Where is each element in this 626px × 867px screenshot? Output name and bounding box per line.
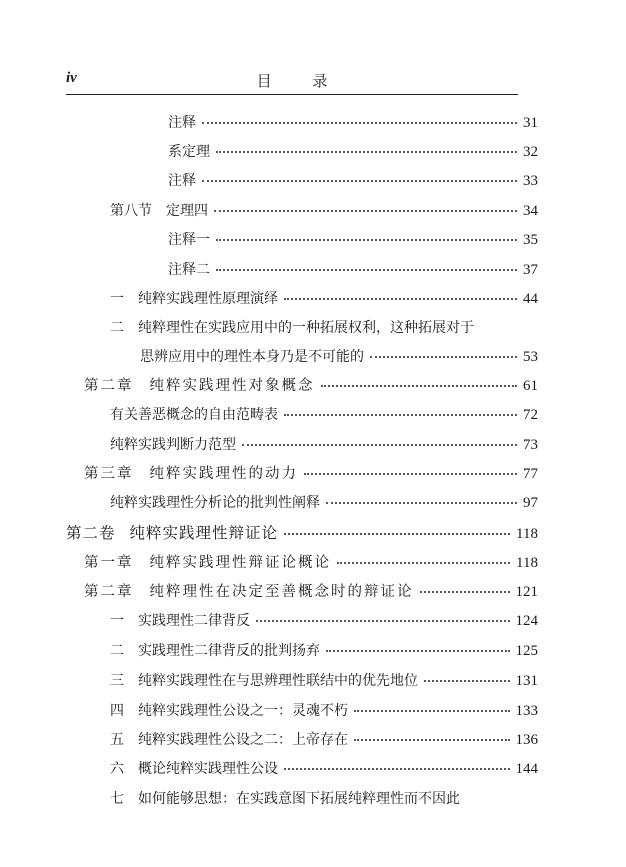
toc-entry — [168, 231, 538, 249]
toc-entry-title: 纯粹实践判断力范型 — [110, 437, 236, 453]
toc-entry-page: 131 — [515, 673, 538, 689]
dot-leader — [256, 610, 510, 622]
toc-entry-label — [84, 583, 414, 601]
toc-entry-page: 35 — [523, 232, 538, 248]
toc-entry-page: 72 — [523, 407, 538, 423]
toc-entry — [110, 319, 474, 337]
dot-leader — [216, 229, 517, 241]
toc-entry-number: 三 — [110, 673, 124, 689]
toc-entry-number: 第一章 — [84, 555, 134, 571]
toc-entry-page: 53 — [523, 349, 538, 365]
toc-entry — [110, 202, 538, 220]
toc-entry-title: 如何能够思想：在实践意图下拓展纯粹理性而不因此 — [138, 791, 460, 807]
toc-entry-label — [110, 436, 236, 454]
toc-entry-title: 纯粹实践理性原理演绎 — [138, 291, 278, 307]
toc-entry-page: 124 — [515, 613, 538, 629]
toc-entry — [168, 143, 538, 161]
toc-entry-number: 六 — [110, 761, 124, 777]
toc-entry-page: 32 — [523, 144, 538, 160]
dot-leader — [321, 375, 518, 387]
toc-entry-label — [110, 612, 250, 630]
toc-entry-label — [110, 202, 208, 220]
toc-entry — [110, 760, 538, 778]
toc-entry-title: 纯粹实践理性分析论的批判性阐释 — [110, 495, 320, 511]
dot-leader — [370, 346, 517, 358]
toc-entry — [110, 672, 538, 690]
toc-entry-label — [168, 114, 196, 132]
toc-entry — [84, 583, 538, 601]
toc-entry-label — [110, 760, 278, 778]
toc-entry-title: 定理四 — [166, 203, 208, 219]
toc-entry-title: 系定理 — [168, 144, 210, 160]
toc-entry-label — [110, 642, 320, 660]
toc-entry-number: 一 — [110, 291, 124, 307]
toc-entry-label — [84, 554, 331, 572]
toc-entry — [110, 290, 538, 308]
toc-entry — [110, 612, 538, 630]
dot-leader — [284, 758, 510, 770]
toc-entry-page: 136 — [515, 732, 538, 748]
dot-leader — [326, 492, 517, 504]
toc-entry-title: 纯粹实践理性辩证论 — [129, 524, 279, 542]
toc-entry — [110, 436, 538, 454]
toc-entry-title: 有关善恶概念的自由范畴表 — [110, 407, 278, 423]
toc-entry — [84, 377, 538, 395]
page-number: iv — [66, 70, 77, 86]
toc-entry-number: 第二章 — [84, 378, 134, 394]
toc-entry-number: 二 — [110, 320, 124, 336]
toc-entry — [168, 261, 538, 279]
toc-entry-label — [84, 465, 298, 483]
toc-entry-title: 注释一 — [168, 232, 210, 248]
toc-entry-title: 实践理性二律背反的批判扬弃 — [138, 643, 320, 659]
toc-entry-label — [110, 494, 320, 512]
toc-entry-label — [168, 143, 210, 161]
toc-entry-label — [84, 377, 315, 395]
toc-entry-title: 纯粹实践理性的动力 — [149, 466, 298, 482]
dot-leader — [284, 288, 517, 300]
toc-entry-page: 33 — [523, 173, 538, 189]
toc-entry-label — [110, 672, 418, 690]
toc-entry-page: 31 — [523, 115, 538, 131]
running-title: 目 录 — [256, 72, 346, 90]
toc-entry-title: 纯粹实践理性对象概念 — [149, 378, 315, 394]
toc-entry-number: 第二章 — [84, 584, 134, 600]
toc-entry-page: 73 — [523, 437, 538, 453]
toc-entry-title: 纯粹实践理性公设之二：上帝存在 — [138, 732, 348, 748]
dot-leader — [424, 670, 510, 682]
toc-entry-page: 125 — [515, 643, 538, 659]
toc-entry-page: 34 — [523, 203, 538, 219]
toc-entry-label — [110, 790, 460, 808]
dot-leader — [242, 434, 517, 446]
toc-entry-label — [110, 731, 348, 749]
toc-entry-title: 纯粹实践理性辩证论概论 — [149, 555, 331, 571]
toc-entry-page: 37 — [523, 262, 538, 278]
toc-entry-title: 纯粹实践理性公设之一：灵魂不朽 — [138, 703, 348, 719]
toc-entry-title: 纯粹实践理性在与思辨理性联结中的优先地位 — [138, 673, 418, 689]
toc-entry-page: 133 — [515, 703, 538, 719]
toc-entry-number: 第二卷 — [66, 524, 116, 542]
toc-entry-label — [110, 319, 474, 337]
toc-entry-page: 61 — [523, 378, 538, 394]
toc-entry-number: 五 — [110, 732, 124, 748]
dot-leader — [420, 581, 510, 593]
toc-entry-number: 第三章 — [84, 466, 134, 482]
toc-entry-title: 思辨应用中的理性本身乃是不可能的 — [140, 349, 364, 365]
dot-leader — [337, 552, 510, 564]
toc-entry-label — [168, 172, 196, 190]
toc-entry-label — [110, 702, 348, 720]
toc-entry-title: 纯粹理性在实践应用中的一种拓展权利，这种拓展对于 — [138, 320, 474, 336]
toc-entry-number: 七 — [110, 791, 124, 807]
toc-entry — [110, 790, 460, 808]
toc-entry — [140, 348, 538, 366]
dot-leader — [214, 200, 517, 212]
toc-entry-title: 注释 — [168, 173, 196, 189]
dot-leader — [216, 141, 517, 153]
toc-entry — [110, 731, 538, 749]
toc-entry — [110, 702, 538, 720]
toc-entry-page: 118 — [516, 526, 538, 542]
toc-entry-page: 97 — [523, 495, 538, 511]
dot-leader — [202, 112, 517, 124]
toc-entry-label — [140, 348, 364, 366]
toc-entry — [110, 406, 538, 424]
toc-entry — [66, 524, 538, 543]
dot-leader — [284, 404, 517, 416]
toc-entry-page: 121 — [515, 584, 538, 600]
toc-entry-number: 一 — [110, 613, 124, 629]
toc-entry-page: 118 — [516, 555, 538, 571]
dot-leader — [354, 729, 510, 741]
toc-entry-title: 注释二 — [168, 262, 210, 278]
toc-entry-page: 44 — [523, 291, 538, 307]
toc-entry-page: 77 — [523, 466, 538, 482]
dot-leader — [326, 640, 510, 652]
toc-entry-label — [168, 231, 210, 249]
toc-entry-number: 四 — [110, 703, 124, 719]
toc-entry — [110, 642, 538, 660]
toc-entry — [110, 494, 538, 512]
toc-entry-title: 实践理性二律背反 — [138, 613, 250, 629]
toc-entry-number: 二 — [110, 643, 124, 659]
dot-leader — [304, 463, 517, 475]
dot-leader — [284, 523, 510, 535]
toc-entry — [168, 172, 538, 190]
toc-entry-label — [66, 524, 278, 542]
toc-entry-label — [110, 406, 278, 424]
toc-entry-title: 概论纯粹实践理性公设 — [138, 761, 278, 777]
toc-entry — [168, 114, 538, 132]
toc-entry-label — [110, 290, 278, 308]
toc-entry-title: 注释 — [168, 115, 196, 131]
toc-entry-label — [168, 261, 210, 279]
toc-entry — [84, 465, 538, 483]
toc-entry-page: 144 — [515, 761, 538, 777]
toc-entry-title: 纯粹理性在决定至善概念时的辩证论 — [149, 584, 414, 600]
toc-entry — [84, 554, 538, 572]
dot-leader — [202, 170, 517, 182]
dot-leader — [354, 700, 510, 712]
toc-entry-number: 第八节 — [110, 203, 152, 219]
dot-leader — [216, 259, 517, 271]
